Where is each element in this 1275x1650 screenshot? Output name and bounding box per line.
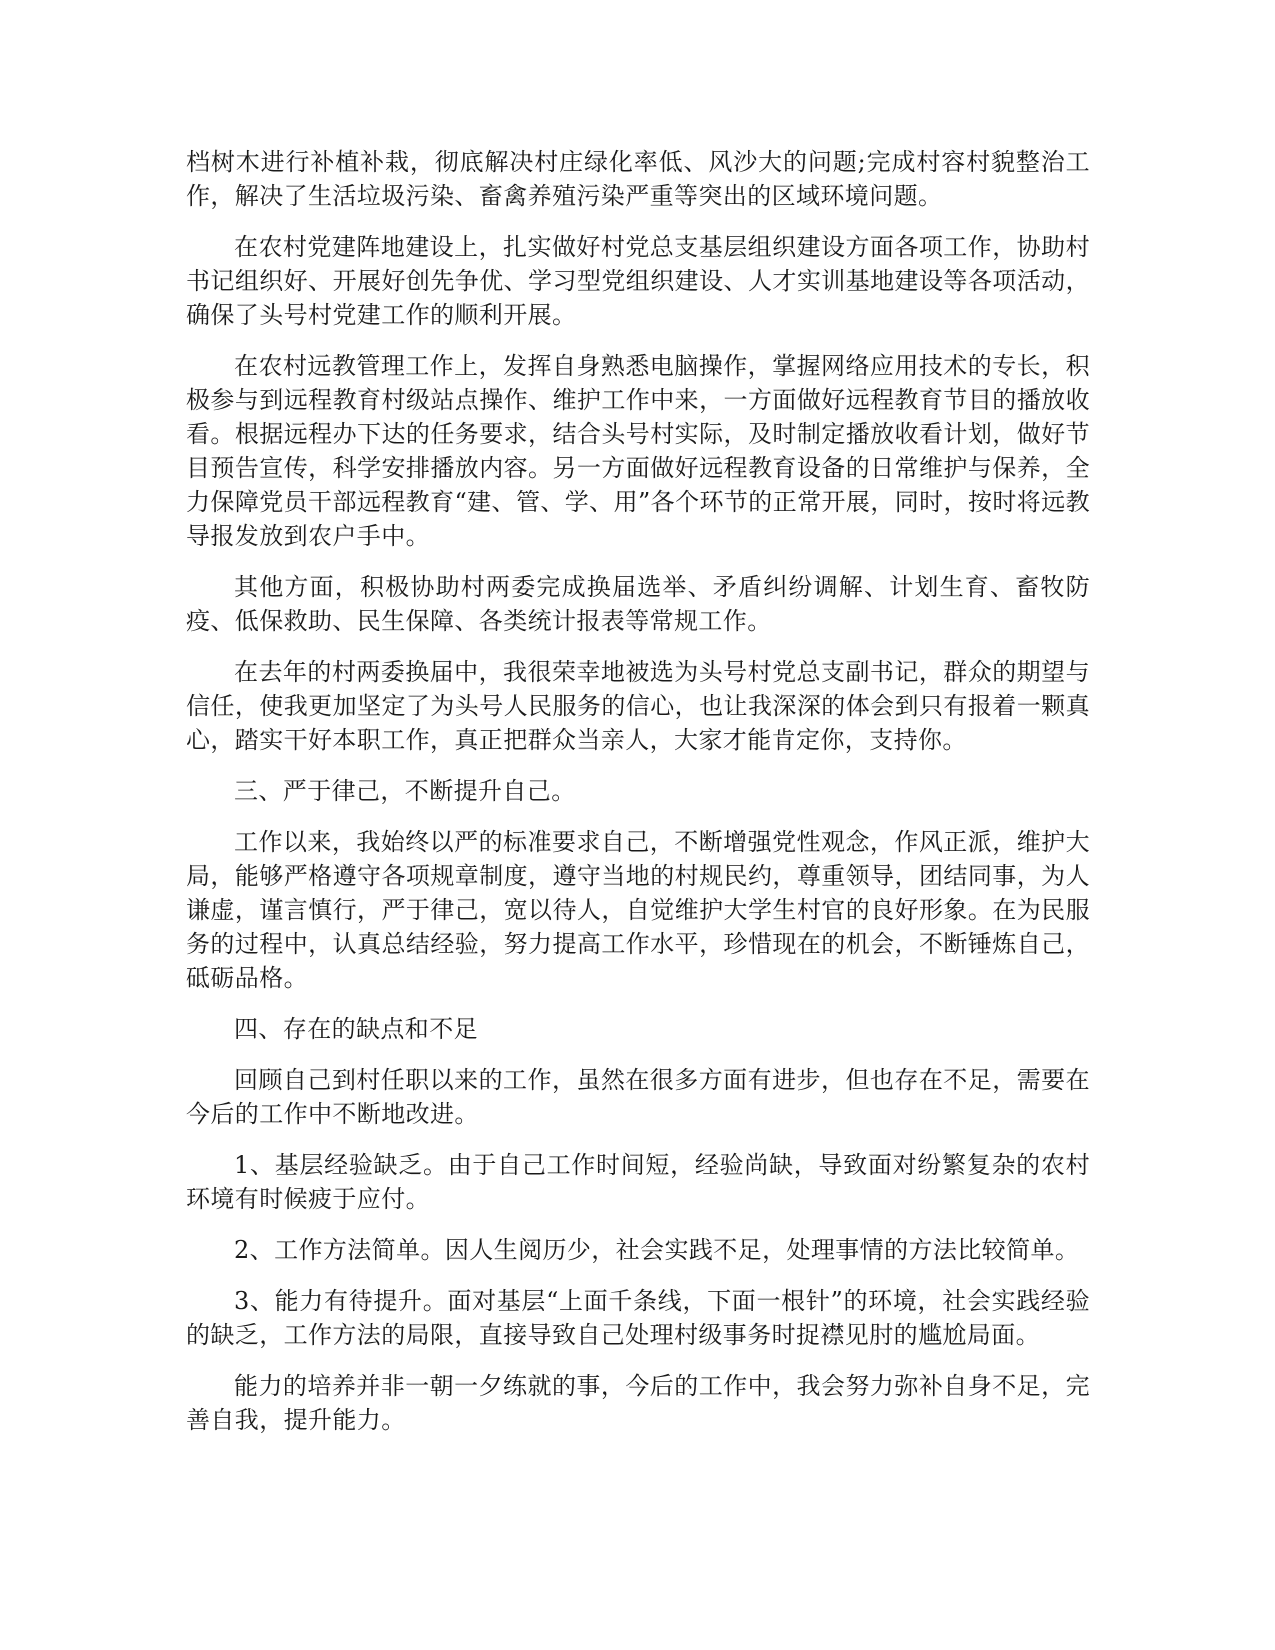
paragraph-party-building: 在农村党建阵地建设上，扎实做好村党总支基层组织建设方面各项工作，协助村书记组织好、开展好创先争优、学习型党组织建设、人才实训基地建设等各项活动，确保了头号村党建工作的顺利开展。	[186, 233, 1090, 329]
paragraph-election: 在去年的村两委换届中，我很荣幸地被选为头号村党总支副书记，群众的期望与信任，使我更加坚定了为头号人民服务的信心，也让我深深的体会到只有报着一颗真心，踏实干好本职工作，真正把群众当亲人，大家才能肯定你，支持你。	[186, 658, 1090, 754]
paragraph-continued: 档树木进行补植补栽，彻底解决村庄绿化率低、风沙大的问题;完成村容村貌整治工作，解决了生活垃圾污染、畜禽养殖污染严重等突出的区域环境问题。	[186, 148, 1090, 210]
paragraph-remote-education: 在农村远教管理工作上，发挥自身熟悉电脑操作，掌握网络应用技术的专长，积极参与到远程教育村级站点操作、维护工作中来，一方面做好远程教育节目的播放收看。根据远程办下达的任务要求，结合头号村实际，及时制定播放收看计划，做好节目预告宣传，科学安排播放内容。另一方面做好远程教育设备的日常维护与保养，全力保障党员干部远程教育“建、管、学、用”各个环节的正常开展，同时，按时将远教导报发放到农户手中。	[186, 352, 1090, 550]
section-heading-3: 三、严于律己，不断提升自己。	[234, 777, 576, 805]
paragraph-other-aspects: 其他方面，积极协助村两委完成换届选举、矛盾纠纷调解、计划生育、畜牧防疫、低保救助、民生保障、各类统计报表等常规工作。	[186, 573, 1090, 635]
paragraph-conclusion: 能力的培养并非一朝一夕练就的事，今后的工作中，我会努力弥补自身不足，完善自我，提升能力。	[186, 1372, 1090, 1434]
paragraph-review: 回顾自己到村任职以来的工作，虽然在很多方面有进步，但也存在不足，需要在今后的工作中不断地改进。	[186, 1066, 1090, 1128]
section-heading-4: 四、存在的缺点和不足	[234, 1015, 478, 1043]
list-item-2: 2、工作方法简单。因人生阅历少，社会实践不足，处理事情的方法比较简单。	[234, 1236, 1080, 1264]
list-item-1: 1、基层经验缺乏。由于自己工作时间短，经验尚缺，导致面对纷繁复杂的农村环境有时候疲于应付。	[186, 1151, 1090, 1213]
paragraph-self-discipline: 工作以来，我始终以严的标准要求自己，不断增强党性观念，作风正派，维护大局，能够严格遵守各项规章制度，遵守当地的村规民约，尊重领导，团结同事，为人谦虚，谨言慎行，严于律己，宽以待人，自觉维护大学生村官的良好形象。在为民服务的过程中，认真总结经验，努力提高工作水平，珍惜现在的机会，不断锤炼自己，砥砺品格。	[186, 828, 1090, 992]
document-page	[186, 145, 1090, 1454]
list-item-3: 3、能力有待提升。面对基层“上面千条线，下面一根针”的环境，社会实践经验的缺乏，工作方法的局限，直接导致自己处理村级事务时捉襟见肘的尴尬局面。	[186, 1287, 1090, 1349]
